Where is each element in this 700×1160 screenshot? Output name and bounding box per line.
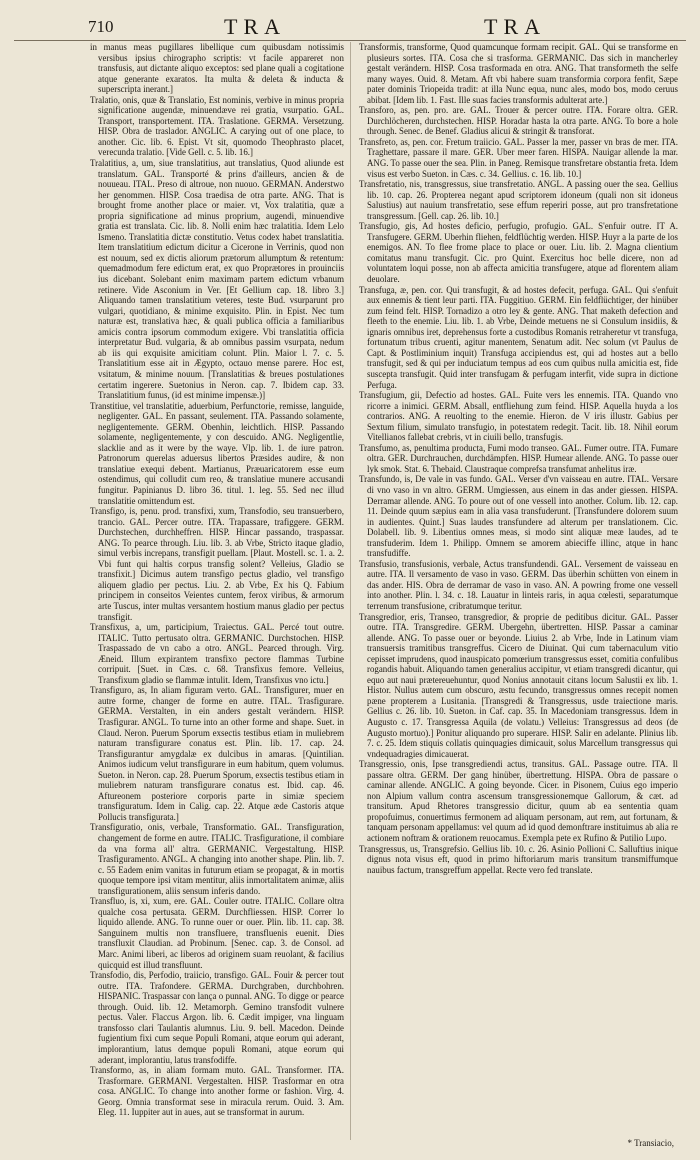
left-column	[14, 42, 350, 1140]
page-header	[14, 14, 686, 41]
dictionary-entry: Transfundo, is, De vale in vas fundo. GAL. Verser d'vn vaisseau en autre. ITAL. Versare di vno vaso in vn altro. GERM. Umgiessen, aus einem in das ander giessen. HISPA. Derramar allende. ANG. To poure out of one vessell into another. Colum. lib. 12. cap. 11. Deinde quum sæpius eam in alia vasa transfuderunt. [Transfundere dolorem suum in audientes. Quint.] Suas laudes transfundere ad alterum per translationem. Cic. Dolabell. lib. 9. Libentius omnes meas, si modo sint aliquæ meæ laudes, ad te transfuderim. Idem 1. Philipp. Omnem se amorem abieciffe illinc, atque in hanc transfudiffe.	[359, 474, 678, 559]
dictionary-entry: Transfiguratio, onis, verbale, Transformatio. GAL. Transfiguration, changement de forme en autre. ITALIC. Trasfiguratione, il combiare da vna forma all' altra. GERMANIC. Vergestaltung. HISP. Trasfiguramento. ANGL. A changing into another shape. Plin. lib. 7. c. 55 Eadem enim vanitas in futurum etiam se propagat, & in mortis quoque tempore ipsi vitam mentitur, aliis inmortalitatem animæ, aliis transfigurationem, aliis sensum inferis dando.	[90, 822, 344, 896]
dictionary-entry: Transgressus, us, Transgrefsio. Gellius lib. 10. c. 26. Asinio Pollioni C. Salluftius inique dignus nota visus eft, quod in primo hiftoriarum maris transitum transmiffumque nauibus factum, transgreffum appellat. Recte vero fed translate.	[359, 843, 678, 875]
dictionary-entry: Transtitiue, vel translatitie, aduerbium, Perfunctorie, remisse, languide, negligenter. GAL. En passant, seulement. ITA. Passando solamente, negligentemente. GERM. Obenhin, leichtlich. HISP. Passando solamente, negligentemente, y con descuido. ANG. Negligentlie, slacklie and as it were by the waye. Vlp. lib. 1. de iure patron. Patronorum querelas aduersus libertos Præsides audire, & non translatiue exequi debent. Martianus, Præuaricatorem esse eum ostendimus, qui colludit cum reo, & translatiue munere accusandi fungitur. Papinianus D. libro 36. titul. 1. leg. 55. Sed nec illud translatitie omittendum est.	[90, 400, 344, 506]
text-columns	[14, 42, 686, 1140]
running-head-right: TRA	[484, 14, 546, 39]
right-column	[350, 42, 686, 1140]
dictionary-entry: Transforo, as, pen. pro. are. GAL. Trouer & percer outre. ITA. Forare oltra. GER. Durchlöcheren, durchstechen. HISP. Horadar hasta la otra parte. ANG. To bore a hole through. Senec. de Benef. Gladius alicui & stringit & transforat.	[359, 105, 678, 137]
dictionary-entry: Transfugio, gis, Ad hostes deficio, perfugio, profugio. GAL. S'enfuir outre. IT A. Transfugere. GERM. Uberhin fliehen, feldflüchtig werden. HISP. Huyr a la parte de los enemigos. AN. To flee frome place to place or ouer. Liu. lib. 2. Magna clientium comitatus manu transfugit. Cic. pro Quint. Exercitus hoc belle dicere, non ad voluntatem loqui posse, non ab affecta amicitia transfugere, atque ad florentem aliam deuolare.	[359, 221, 678, 285]
dictionary-entry: Tralatio, onis, quæ & Translatio, Est nominis, verbive in minus propria significatione augendæ, minuendæve rei gratia, vsurpatio. GAL. Transport, transportement. ITA. Traslatione. GERMA. Versetzung. HISP. Obra de traslador. ANGLIC. A carying out of one place, to another. Cic. lib. 6. Epist. Vt sit, quomodo Theophrasto placet, verecunda tralatio. [Vide Gell. c. 5. lib. 16.]	[90, 94, 344, 158]
catchword: * Transiacio,	[627, 1138, 674, 1148]
dictionary-entry: Transfodio, dis, Perfodio, traiicio, transfigo. GAL. Fouir & percer tout outre. ITA. Trafondere. GERMA. Durchgraben, durchbohren. HISPANIC. Traspassar con lança o punnal. ANG. To digge or pearce through. Ouid. lib. 12. Metamorph. Gemino transfodit vulnere pectus. Valer. Flaccus Argon. lib. 6. Cædit impiger, vna linguam transfosso clari Taulantis alumnus. Liu. 9. bell. Macedon. Deinde fugientium fixi cum seque Populi Romani, atque eorum qui aderant, implorantium, latus demque populi Romani, atque eorum qui aderant, implorantiu, latus transfodiffe.	[90, 970, 344, 1065]
dictionary-entry: Transfluo, is, xi, xum, ere. GAL. Couler outre. ITALIC. Collare oltra qualche cosa pertusata. GERM. Durchfliessen. HISP. Correr lo liquido allende. ANG. To runne ouer or ouer. Plin. lib. 11. cap. 38. Sanguinem multis non transfluere, transfluenis euenit. Dies transfluxit Claudian. ad Probinum. [Senec. cap. 3. de Consol. ad Marc. Animi liberi, ac liberos ad originem suam reuolant, & facilius quicquid est illud transfluunt.	[90, 896, 344, 970]
dictionary-entry: Transgredior, eris, Transeo, transgredior, & proprie de peditibus dicitur. GAL. Passer outre. ITA. Transgredire. GERM. Ubergehn, übertretten. HISP. Passar a caminar allende. ANG. To passe ouer or beyonde. Liuius 2. ab Vrbe, Inde in Latinum viam transuersis tramitibus transgreffus. Cicero de Diuinat. Qui cum tabernaculum vitio cepisset imprudens, quod inauspicato pomœrium transgressus esset, comitia confulibus rogandis habuit. Aliquando tamen generalius accipitur, vt etiam transgredi dicantur, qui equo aut naui prætereuehuntur, quod Nonius annotauit citans locum Salustii ex lib. 1. Histor. Nullus autem cum obscuro, æstu fecundo, transgressus omnes recepit nomen pæne propterem a Lusitania. [Transgredi & Transgressus, usde traiectione maris. Gellius c. 26. lib. 10. Sueton. in Caf. cap. 35. In Macedoniam transgressus. Idem in Augusto c. 17. Transgressa Aquila (de volatu.) Velleius: Transgressus ad deos (de Augusto mortuo).] Ponitur aliquando pro superare. HISP. Salir en adelante. Plinius lib. 7. c. 25. Idem stiquis collatis quinquagies dimicauit, solus Marcellum transgressus qui vndequadragies dimicauerat.	[359, 611, 678, 759]
page-number: 710	[88, 17, 114, 36]
dictionary-entry: Transfiguro, as, In aliam figuram verto. GAL. Transfigurer, muer en autre forme, changer de forme en autre. ITAL. Trasfigurare. GERMA. Verstalten, in ein anders gestalt verändern. HISP. Trasfigurar. ANGL. To turne into an other forme and shape. Suet. in Claud. Neron. Puerum Sporum exsectis testibus etiam in muliebrem naturam transfigurare conatus est. Plin. lib. 17. cap. 24. Transfigurantur amygdalæ ex dulcibus in amaras. [Quintilian. Animos iudicum velut transfigurare in eum habitum, quem volumus. Sueton. in Neron. cap. 28. Puerum Sporum, exsectis testibus etiam in muliebrem naturam transfigurare conatus est. Ibid. cap. 46. Aftureonem posteriore corporis parte in simiæ speciem transfiguratum. Idem in Calig. cap. 22. Atque æde Castoris atque Pollucis transfigurata.]	[90, 685, 344, 822]
dictionary-entry: Tralatitius, a, um, siue translatitius, aut translatius, Quod aliunde est translatum. GAL. Transporté & prins d'ailleurs, ancien & de nouueau. ITAL. Preso di altroue, non nuouo. GERMAN. Anderstwo her genommen. HISP. Cosa traedisa de otra parte. ANG. That is brought frome another place or maier. vt, Vox tralatitia, quæ a propria significatione ad minus proprium, augendi, minuendive gratia est translata. Cic. lib. 8. Nolli enim hæc tralatitia. Idem Lelo Ismeno. Translatitia dictæ constitutio. Vetus codex habet translatitia. Item translatitium edictum dicitur a Cicerone in Verrinis, quod non est nouum, sed ex dictis aliorum prætorum allumptum & retentum: quemadmodum fere edictum erat, ex quo Proprætores in prouinciis ius dicebant. Solebant enim maximam partem edictum vrbanum retinere. Vide Asconium in Ver. [Et Gellium cap. 18. libro 3.] Aliquando tamen translatitium veteres, teste Bud. vsurparunt pro vulgari, quotidiano, & minime exquisito. Plin. in Epist. Nec tum naturæ est, translativa hæc, & quali publica officia a familiaribus amicis contra ipsorum commodum exigere. Vbi translatitia officia interpretatur Bud. vulgaria, & ab omnibus passim vsurpata, nedum ab iis qui exquisite amicitiam colunt. Plin. Maior l. 7. c. 5. Translatitium esse ait in Ægypto, octauo mense parere. Hoc est, vsitatum, & minime nouum. [Translatitias & breues postulationes certatim ingerere. Suetonius in Neron. cap. 7. Ibidem cap. 33. Translatitium funus, (id est minime impensæ.)]	[90, 158, 344, 401]
dictionary-entry: Transformis, transforme, Quod quamcunque formam recipit. GAL. Qui se transforme en plusieurs sortes. ITA. Cosa che si trasforma. GERMANIC. Das sich in mancherley gestalt verändern. HISP. Cosa trasformada en otra. ANG. That transformeth the selfe many wayes. Ouid. 8. Metam. Aft vbi habere suam transformia corpora fenfit, Sæpe pater dominis Triopeida tradit: at illa Nunc equa, nunc ales, modo bos, modo ceruus abibat. [Idem lib. 1. Fast. Ille suas facies transformis adulterat arte.]	[359, 42, 678, 105]
dictionary-entry: Transfumo, as, penultima producta, Fumi modo transeo. GAL. Fumer outre. ITA. Fumare oltra. GER. Durchrauchen, durchdämpfen. HISP. Humear allende. ANG. To passe ouer lyk smok. Stat. 6. Thebaid. Claustraque comprefsa transfumat anhelitus iræ.	[359, 442, 678, 474]
dictionary-entry: Transfuga, æ, pen. cor. Qui transfugit, & ad hostes defecit, perfuga. GAL. Qui s'enfuit aux ennemis & tient leur parti. ITA. Fuggitiuo. GERM. Ein feldflüchtiger, der hinüber zum feind felt. HISP. Tornadizo a otro ley & gente. ANG. That maketh defection and fleeth to the enemie. Liu. lib. 1. ab Vrbe, Deinde metuens ne si Consulum insidiis, & ignaris omnibus iret, deprehensus forte a custodibus Romanis retraheretur vt transfuga, fortunatum tribus cruenti, agitur manentem, Senatum adit. Nec solum (vt Paulus de Capt. & Postliminium inquit) Transfuga accipiendus est, qui ad hostes aut a bello transfugit, sed & qui per induciatum tempus ad eos cum quibus nulla amicitia est, fide suscepta transfugit. Quid inter transfugam & perfugam interfit, vide supra in dictione Perfuga.	[359, 284, 678, 390]
dictionary-entry: Transfusio, transfusionis, verbale, Actus transfundendi. GAL. Versement de vaisseau en autre. ITA. Il versamento de vaso in vaso. GERM. Das überhin schütten von einem in das ander. HIS. Obra de derramar de vaso in vaso. AN. A powring frome one vessell into another. Plin. l. 34. c. 18. Lauatur in linteis raris, in aqua cœlesti, separatumque terrenum transfusione, cribratumque teritur.	[359, 558, 678, 611]
dictionary-entry: Transfreto, as, pen. cor. Fretum traiicio. GAL. Passer la mer, passer vn bras de mer. ITA. Traghettare, passare il mare. GER. Uber meer faren. HISPA. Nauigar allende la mar. ANG. To passe ouer the sea. Plin. in Paneg. Remisque transfretare obstantia freta. Idem visus est verbo Sueton. in Cæs. c. 34. Gellius. c. 16. lib. 10.]	[359, 136, 678, 179]
dictionary-entry: Transformo, as, in aliam formam muto. GAL. Transformer. ITA. Trasformare. GERMANI. Vergestalten. HISP. Trasformar en otra cosa. ANGLIC. To change into another forme or fashion. Virg. 4. Georg. Omnia transformat sese in miracula rerum. Ouid. 3. Am. Eleg. 11. Iuppiter aut in aues, aut se transformat in aurum.	[90, 1065, 344, 1118]
dictionary-entry: Transfretatio, nis, transgressus, siue transfretatio. ANGL. A passing ouer the sea. Gellius lib. 10. cap. 26. Propterea negant apud scriptorem idoneum (quali non sit idoneus Salustius) aut nauium transfretatio, sese effum reperiri posse, aut pro transfretatione transgressum. [Gell. cap. 26. lib. 10.]	[359, 179, 678, 221]
dictionary-entry: Transfixus, a, um, participium, Traiectus. GAL. Percé tout outre. ITALIC. Tutto pertusato oltra. GERMANIC. Durchstochen. HISP. Traspassado de vn cabo a otro. ANGL. Pearced through. Virg. Æneid. Illum expirantem transfixo pectore flammas Turbine corripuit. [Suet. in Cæs. c. 68. Transfixus femore. Velleius, Transfixum gladio se flammæ intulit. Idem, Transfixus vno ictu.]	[90, 622, 344, 685]
running-head-left: TRA	[224, 14, 286, 39]
dictionary-entry: Transfugium, gii, Defectio ad hostes. GAL. Fuite vers les ennemis. ITA. Quando vno ricorre a inimici. GERM. Absall, entfliehung zum feind. HISP. Aquella huyda a los contrarios. ANG. A reuolting to the enemie. Hieron. de V iris illustr. Gabius per Sextum filium, simulato transfugio, in potestatem redegit. Tacit. lib. 18. Nihil eorum Vitellianos fallebat crebris, vt in ciuili bello, transfugis.	[359, 390, 678, 443]
dictionary-entry: Transgressio, onis, Ipse transgrediendi actus, transitus. GAL. Passage outre. ITA. Il passare oltra. GERM. Der gang hinüber, übertrettung. HISPA. Obra de passare o caminar allende. ANGLIC. A going beyonde. Cicer. in Pisonem, Cuius ego imperio non Alpium vallum contra ascensum transgressionemque Gallorum, & cæt. ad transitum. Apud Rhetores transgressio dicitur, quum ab ea sententia quam propofuimus, conuertimus fermonem ad aliquam personam, aut rem, aut fortunam, & tanquam personam appellamus: vel quum ad id quod demonftrare instituimus ab alia re actionem noftram & orationem reuocamus. Exempla pete ex Rufino & Putilio Lupo.	[359, 759, 678, 844]
dictionary-entry: Transfigo, is, penu. prod. transfixi, xum, Transfodio, seu transuerbero, trancio. GAL. Percer outre. ITA. Trapassare, trafiggere. GERM. Durchstechen, durchheffren. HISP. Hincar passando, traspassar. ANG. To pearce through. Liu. lib. 3. ab Vrbe, Stricto itaque gladio, simul verbis increpans, transfigit puellam. [Plaut. Mostell. sc. 1. a. 2. Vbi funt qui haltis corpus transfig solent? Velleius, Gladio se transfixit.] Dicimus autem transfigo pectus gladio, vel transfigo aliquem gladio per pectus. Liu. 2. ab Vrbe, Ex his Q. Fabium principem in conseitos Veientes cuntem, ferox viribus, & armorum arte Tuscus, inter multas versantem hostium manus gladio per pectus transfigit.	[90, 506, 344, 622]
dictionary-entry: in manus meas pugillares libellique cum quibusdam notissimis versibus ipsius chirographo scriptis: vt facile appareret non transfusis, aut dictante aliquo exceptos: sed plane quali a cogitatione atque generante exaratos. Ita multa & deleta & inducta & superscripta inerant.]	[90, 42, 344, 95]
